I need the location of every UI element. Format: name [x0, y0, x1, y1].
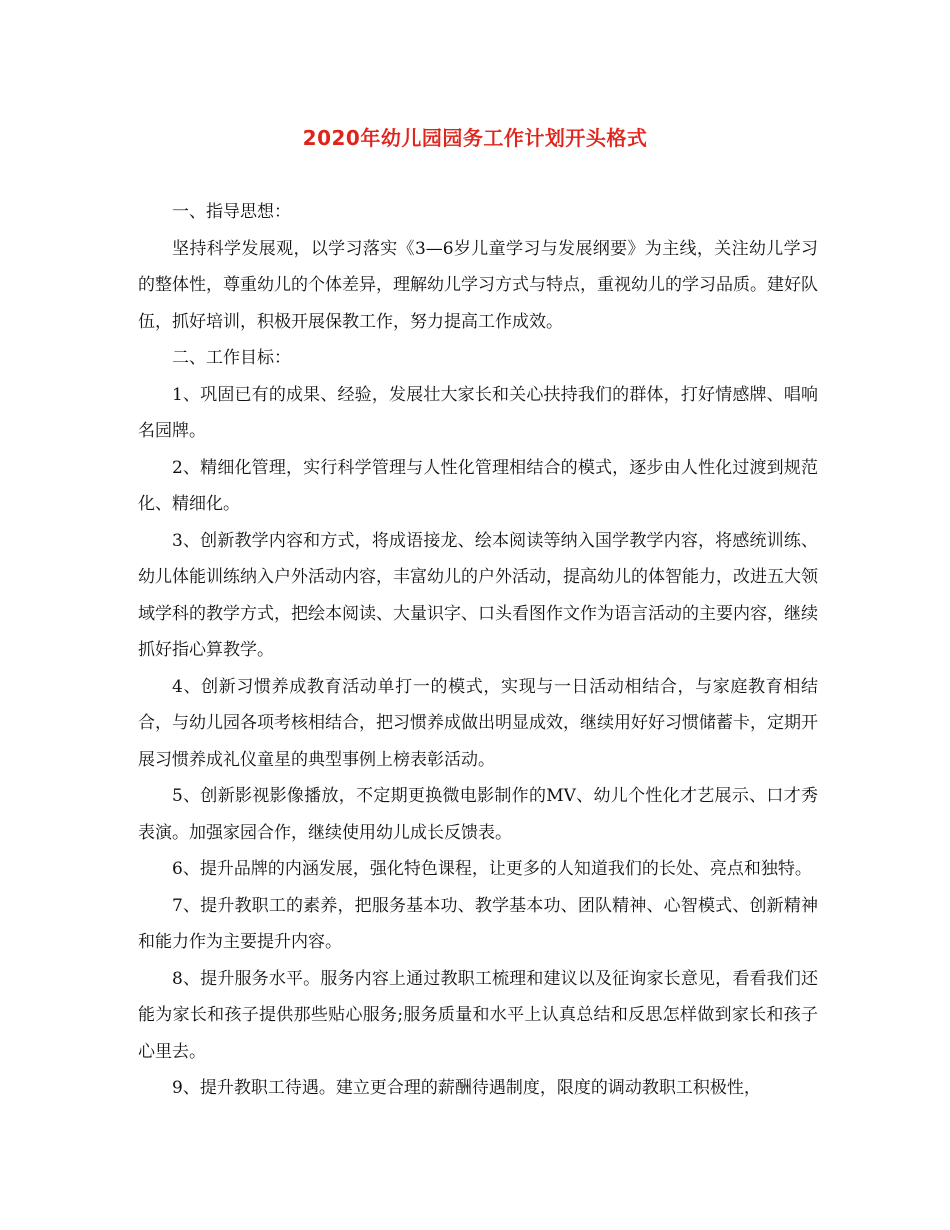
goal-item-7: 7、提升教职工的素养，把服务基本功、教学基本功、团队精神、心智模式、创新精神和能力作为主要提升内容。 — [138, 895, 818, 952]
document-body — [138, 194, 818, 1107]
goal-item-2: 2、精细化管理，实行科学管理与人性化管理相结合的模式，逐步由人性化过渡到规范化、精细化。 — [138, 457, 818, 514]
goal-item-5: 5、创新影视影像播放，不定期更换微电影制作的MV、幼儿个性化才艺展示、口才秀表演。加强家园合作，继续使用幼儿成长反馈表。 — [138, 786, 818, 843]
goal-item-1: 1、巩固已有的成果、经验，发展壮大家长和关心扶持我们的群体，打好情感牌、唱响名园牌。 — [138, 384, 818, 441]
goal-item-9: 9、提升教职工待遇。建立更合理的薪酬待遇制度，限度的调动教职工积极性， — [172, 1078, 761, 1098]
section-heading-guiding-ideology: 一、指导思想： — [172, 202, 291, 222]
document-title: 2020年幼儿园园务工作计划开头格式 — [302, 126, 648, 150]
goal-item-8: 8、提升服务水平。服务内容上通过教职工梳理和建议以及征询家长意见，看看我们还能为家长和孩子提供那些贴心服务;服务质量和水平上认真总结和反思怎样做到家长和孩子心里去。 — [138, 968, 818, 1062]
section-heading-work-goals: 二、工作目标： — [172, 348, 291, 368]
goal-item-3: 3、创新教学内容和方式，将成语接龙、绘本阅读等纳入国学教学内容，将感统训练、幼儿体能训练纳入户外活动内容，丰富幼儿的户外活动，提高幼儿的体智能力，改进五大领域学科的教学方式，把绘本阅读、大量识字、口头看图作文作为语言活动的主要内容，继续抓好指心算教学。 — [138, 530, 818, 660]
goal-item-6: 6、提升品牌的内涵发展，强化特色课程，让更多的人知道我们的长处、亮点和独特。 — [172, 859, 812, 879]
paragraph-guiding-ideology: 坚持科学发展观，以学习落实《3—6岁儿童学习与发展纲要》为主线，关注幼儿学习的整体性，尊重幼儿的个体差异，理解幼儿学习方式与特点，重视幼儿的学习品质。建好队伍，抓好培训，积极开展保教工作，努力提高工作成效。 — [138, 238, 818, 332]
goal-item-4: 4、创新习惯养成教育活动单打一的模式，实现与一日活动相结合，与家庭教育相结合，与幼儿园各项考核相结合，把习惯养成做出明显成效，继续用好好习惯储蓄卡，定期开展习惯养成礼仪童星的典型事例上榜表彰活动。 — [138, 676, 818, 770]
